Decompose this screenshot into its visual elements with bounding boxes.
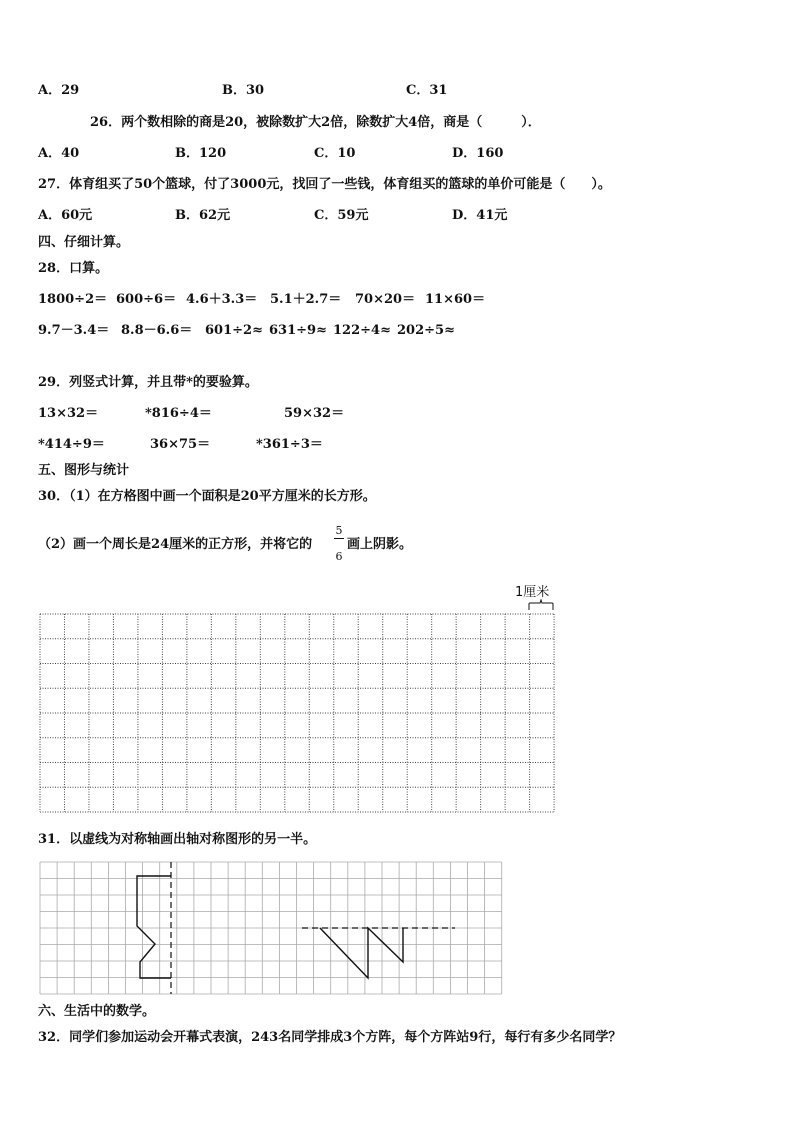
fraction-numerator: 5	[335, 524, 343, 537]
q29-item: *816÷4＝	[145, 406, 212, 421]
q30-part1: 30．（1）在方格图中画一个面积是20平方厘米的长方形。	[38, 489, 376, 504]
q29-item: 59×32＝	[284, 406, 345, 421]
q25-option-b: B．30	[222, 83, 265, 98]
q28-item: 122÷4≈	[333, 323, 391, 338]
left-half-figure	[137, 876, 171, 978]
q32-text: 32．同学们参加运动会开幕式表演，243名同学排成3个方阵，每个方阵站9行，每行有多少名同学？	[38, 1030, 622, 1045]
q28-item: 8.8－6.6＝	[121, 323, 193, 338]
q27-option-b: B．62元	[175, 208, 231, 223]
q28-item: 4.6＋3.3＝	[186, 292, 258, 307]
q26-option-a: A．40	[38, 146, 80, 161]
q28-title: 28．口算。	[38, 261, 109, 276]
q27-option-d: D．41元	[452, 208, 508, 223]
q28-item: 11×60＝	[425, 292, 486, 307]
q28-item: 5.1＋2.7＝	[270, 292, 342, 307]
section-5-heading: 五、图形与统计	[38, 463, 130, 478]
scale-label: 1厘米	[515, 585, 550, 600]
q25-option-c: C．31	[406, 83, 448, 98]
fraction-denominator: 6	[335, 550, 343, 563]
q29-item: 13×32＝	[38, 406, 99, 421]
q29-item: 36×75＝	[150, 437, 211, 452]
q28-item: 1800÷2＝	[38, 292, 108, 307]
q30-part2-before: （2）画一个周长是24厘米的正方形，并将它的	[38, 537, 313, 552]
q27-option-a: A．60元	[38, 208, 93, 223]
q30-grid	[40, 614, 554, 812]
q28-item: 9.7－3.4＝	[38, 323, 110, 338]
q29-item: *361÷3＝	[256, 437, 323, 452]
q31-text: 31．以虚线为对称轴画出轴对称图形的另一半。	[38, 832, 317, 847]
q28-item: 202÷5≈	[397, 323, 455, 338]
q30-part2-after: 画上阴影。	[347, 537, 413, 552]
q25-option-a: A．29	[38, 83, 80, 98]
q26-option-b: B．120	[175, 146, 227, 161]
q28-item: 601÷2≈	[205, 323, 263, 338]
scale-bracket	[529, 600, 553, 610]
q26-text: 26．两个数相除的商是20，被除数扩大2倍，除数扩大4倍，商是（ ）．	[90, 115, 541, 130]
q26-option-d: D．160	[452, 146, 504, 161]
q29-title: 29．列竖式计算，并且带*的要验算。	[38, 375, 258, 390]
top-half-figure	[320, 928, 403, 978]
q29-item: *414÷9＝	[38, 437, 105, 452]
q26-option-c: C．10	[314, 146, 356, 161]
section-4-heading: 四、仔细计算。	[38, 235, 130, 250]
section-6-heading: 六、生活中的数学。	[38, 1004, 156, 1019]
q27-text: 27．体育组买了50个篮球，付了3000元，找回了一些钱，体育组买的篮球的单价可能是（ ）。	[38, 177, 611, 192]
q28-item: 70×20＝	[355, 292, 416, 307]
q28-item: 631÷9≈	[269, 323, 327, 338]
q28-item: 600÷6＝	[116, 292, 177, 307]
q27-option-c: C．59元	[314, 208, 369, 223]
